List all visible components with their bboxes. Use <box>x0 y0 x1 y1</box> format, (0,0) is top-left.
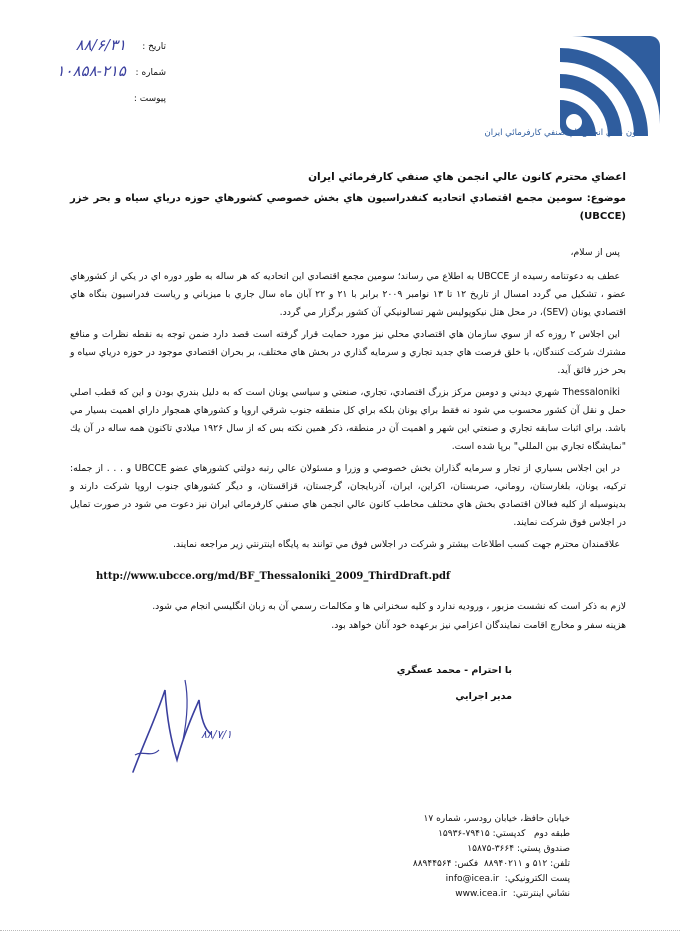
email-label: پست الكترونيكي: <box>504 874 570 884</box>
event-url-link[interactable]: http://www.ubcce.org/md/BF_Thessaloniki_2009_ThirdDraft.pdf <box>96 571 451 582</box>
note-expenses: هزينه سفر و مخارج اقامت نمايندگان اعزامي نيز برعهده خود آنان خواهد بود. <box>331 620 626 631</box>
footer-pobox-row <box>390 842 570 857</box>
number-label: شماره : <box>135 68 166 78</box>
number-value: ۱۰۸۵۸-۲۱۵ <box>56 62 126 80</box>
letter-body <box>70 168 626 636</box>
phone-label: تلفن: <box>550 859 570 869</box>
attachment-row <box>56 88 166 114</box>
footer-phone-row <box>390 857 570 872</box>
date-row <box>56 36 166 62</box>
web-label: نشاني اينترنتي: <box>512 889 570 899</box>
closing-block <box>262 658 512 710</box>
footer-address: خيابان حافظ، خيابان رودسر، شماره ۱۷ <box>423 814 570 824</box>
website-link[interactable]: www.icea.ir <box>455 889 507 899</box>
organization-logo <box>560 36 660 136</box>
fax: ۸۸۹۴۴۵۶۴ <box>412 859 452 869</box>
bottom-divider <box>0 930 680 931</box>
fax-label: فكس: <box>454 859 479 869</box>
postal-code-label: كدپستي: <box>492 829 526 839</box>
notes <box>70 598 626 635</box>
date-label: تاريخ : <box>142 42 166 52</box>
organization-name: كانون عالي انجمن‌هاي صنفي كارفرمائي ايران <box>484 128 646 138</box>
paragraph-thessaloniki: Thessaloniki شهري ديدني و دومين مركز بزرگ اقتصادي، تجاري، صنعتي و سياسي يونان است كه به دليل بندري بودن و اين كه قطب اصلي حمل و نقل آن كشور محسوب مي شود نه فقط براي يونان بلكه براي كل منطقه جنوب شرقي اروپا و كشورهاي همجوار داراي اهميت بسيار مي باشد. براي اثبات سابقه تجاري و صنعتي اين شهر و اهميت آن در منطقه، ذكر همين نكته بس كه از سال ۱۹۲۶ ميلادي تاكنون همه ساله در آن يك "نمايشگاه تجاري بين المللي" برپا شده است. <box>70 387 626 452</box>
floor-label: طبقه دوم <box>533 829 570 839</box>
email-link[interactable]: info@icea.ir <box>445 874 500 884</box>
signature-date: ۸۸/۷/۱ <box>201 728 233 741</box>
attachment-label: پيوست : <box>133 94 166 104</box>
footer-postal-row <box>390 827 570 842</box>
pobox-label: صندوق پستي: <box>516 844 570 854</box>
greeting: پس از سلام، <box>570 247 620 258</box>
pobox: ۳۶۶۴-۱۵۸۷۵ <box>467 844 515 854</box>
postal-code: ۷۹۴۱۵-۱۵۹۳۶ <box>438 829 490 839</box>
phone: ۵۱۲ و ۸۸۹۴۰۲۱۱ <box>483 859 548 869</box>
signatory-position: مدير اجرايي <box>455 691 512 702</box>
date-value: ۸۸/۶/۳۱ <box>75 36 126 54</box>
paragraph-invitation: عطف به دعوتنامه رسيده از UBCCE به اطلاع مي رساند؛ سومين مجمع اقتصادي اين اتحاديه كه هر ساله به طور دوره اي در يكي از كشورهاي عضو ، تشكيل مي گردد امسال از تاريخ ۱۲ تا ۱۳ نوامبر ۲۰۰۹ برابر با ۲۱ و ۲۲ آبان ماه سال جاري با ميزباني و رياست فدراسيون بنگاه هاي اقتصادي يونان (SEV)، در محل هتل نيكوپوليس شهر تسالونيكي آن كشور برگزار مي گردد. <box>70 271 626 318</box>
paragraph-participants: در اين اجلاس بسياري از تجار و سرمايه گذاران بخش خصوصي و وزرا و مسئولان عالي رتبه دولتي كشورهاي عضو UBCCE و . . . از جمله: تركيه، يونان، بلغارستان، روماني، صربستان، اكراين، ايران، آذربايجان، گرجستان، قزاقستان، و ديگر كشورهاي جنوب اروپا شركت دارند و بدينوسيله از كليه فعالان اقتصادي بخش هاي مختلف مخاطب كانون عالي انجمن هاي صنفي كارفرمائي ايران نيز دعوت مي شود در صورت تمايل در اجلاس فوق شركت نمايند. <box>70 463 626 528</box>
paragraph-info: علاقمندان محترم جهت كسب اطلاعات بيشتر و شركت در اجلاس فوق مي توانند به پايگاه اينترنتي زير مراجعه نمايند. <box>172 539 620 550</box>
letter-meta <box>56 36 166 114</box>
paragraph-purpose: اين اجلاس ۲ روزه كه از سوي سازمان هاي اقتصادي محلي نيز مورد حمايت قرار گرفته است قصد دارد ضمن توجه به نقطه نظرات و منافع مشترك شركت كنندگان، با خلق فرصت هاي جديد تجاري و سرمايه گذاري در بخش هاي مختلف، بر بحران اقتصادي موجود در حوزه درياي سياه و بحر خزر فائق آيد. <box>70 329 626 376</box>
number-row <box>56 62 166 88</box>
recipient-line: اعضاي محترم كانون عالي انجمن هاي صنفي كارفرمائي ايران <box>308 171 626 183</box>
subject-line: موضوع: سومين مجمع اقتصادي اتحاديه كنفدراسيون هاي بخش خصوصي كشورهاي حوزه درياي سياه و بحر خزر (UBCCE) <box>70 193 626 222</box>
note-language: لازم به ذكر است كه نشست مزبور ، ورودیه ندارد و كليه سخنراني ها و مكالمات رسمي آن به زبان انگليسي انجام مي شود. <box>152 601 626 612</box>
handwritten-signature <box>125 660 265 780</box>
closing-signatory: با احترام - محمد عسگري <box>396 665 512 676</box>
contact-footer <box>390 812 570 902</box>
footer-web-row <box>390 887 570 902</box>
footer-email-row <box>390 872 570 887</box>
